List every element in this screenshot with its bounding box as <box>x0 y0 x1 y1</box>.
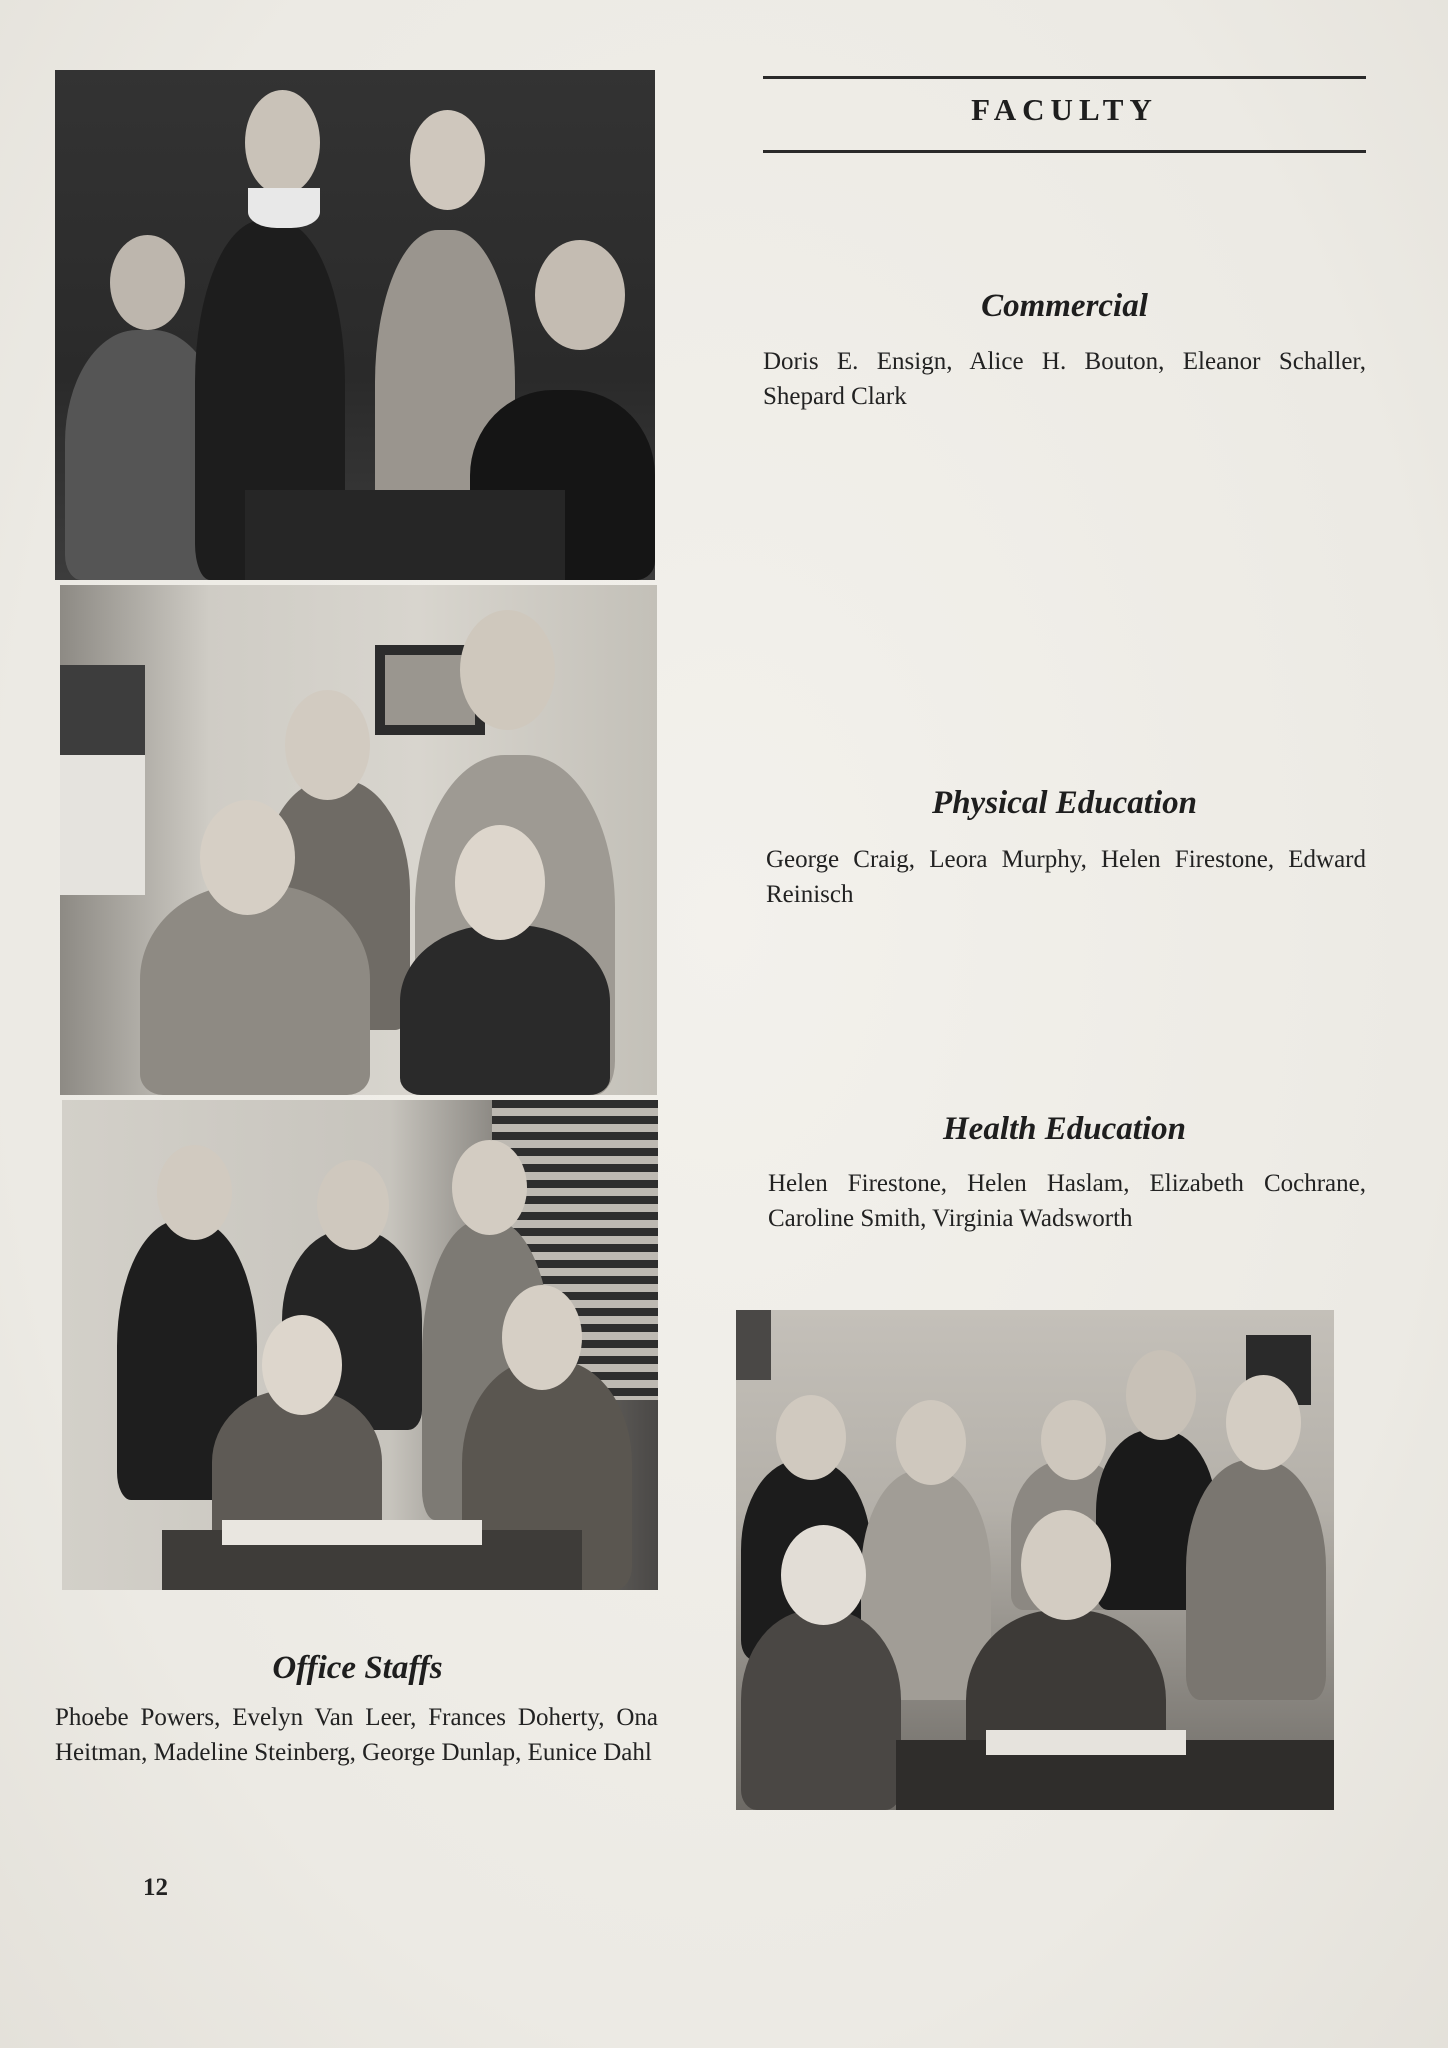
health-education-names: Helen Firestone, Helen Haslam, Elizabeth Cochrane, Caroline Smith, Virginia Wadsworth <box>768 1170 1366 1232</box>
commercial-photo <box>55 70 655 580</box>
office-staffs-title: Office Staffs <box>272 1650 443 1686</box>
heading-bottom-rule <box>763 150 1366 153</box>
health-education-title: Health Education <box>943 1111 1186 1147</box>
health-education-photo <box>736 1310 1334 1810</box>
physical-education-names: George Craig, Leora Murphy, Helen Firestone, Edward Reinisch <box>766 846 1366 908</box>
page-number: 12 <box>143 1874 168 1901</box>
commercial-title: Commercial <box>981 288 1148 324</box>
physical-education-photo <box>60 585 657 1095</box>
office-staffs-names: Phoebe Powers, Evelyn Van Leer, Frances Doherty, Ona Heitman, Madeline Steinberg, George Dunlap, Eunice Dahl <box>55 1704 658 1766</box>
office-staffs-photo <box>62 1100 658 1590</box>
page-heading: FACULTY <box>971 92 1158 127</box>
heading-top-rule <box>763 76 1366 79</box>
physical-education-title: Physical Education <box>932 785 1197 821</box>
commercial-names: Doris E. Ensign, Alice H. Bouton, Eleanor Schaller, Shepard Clark <box>763 348 1366 410</box>
